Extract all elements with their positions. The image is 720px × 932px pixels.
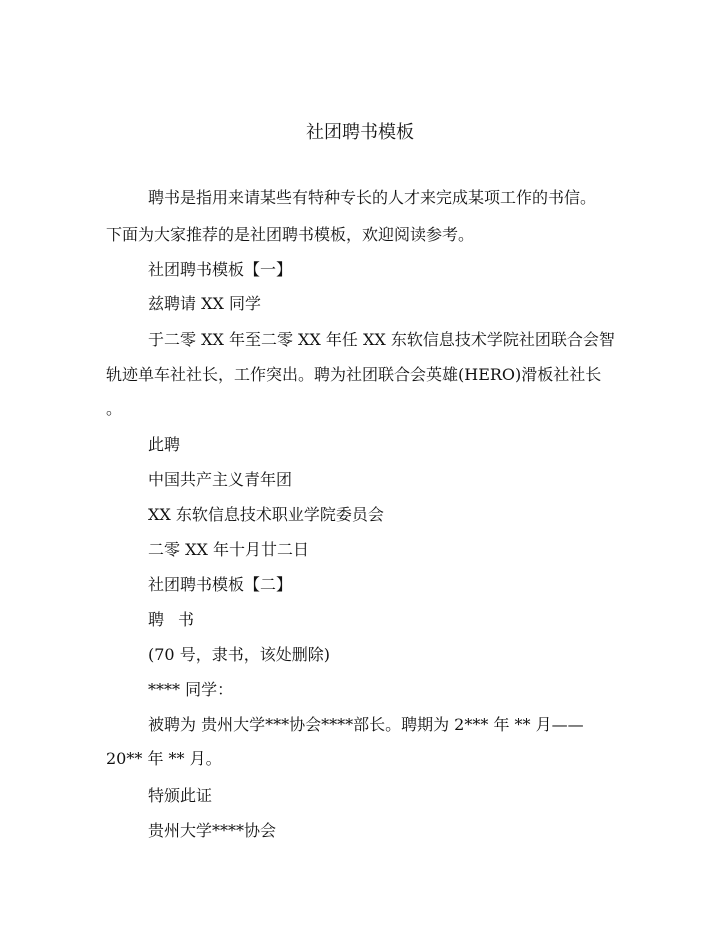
- template-1-org-line-1: 中国共产主义青年团: [148, 470, 293, 489]
- template-1-closing: 此聘: [148, 435, 181, 454]
- template-1-heading: 社团聘书模板【一】: [148, 260, 293, 279]
- template-2-closing: 特颁此证: [148, 786, 213, 805]
- template-1-date: 二零 XX 年十月廿二日: [148, 540, 309, 559]
- template-1-body-line-1: 于二零 XX 年至二零 XX 年任 XX 东软信息技术学院社团联合会智: [148, 330, 615, 349]
- document-title: 社团聘书模板: [306, 122, 414, 143]
- template-2-body-line-1: 被聘为 贵州大学***协会****部长。聘期为 2*** 年 ** 月——: [148, 715, 584, 734]
- template-2-body-line-2: 20** 年 ** 月。: [106, 749, 222, 768]
- template-1-body-line-2: 轨迹单车社社长，工作突出。聘为社团联合会英雄(HERO)滑板社社长: [106, 365, 602, 384]
- template-1-salutation: 兹聘请 XX 同学: [148, 294, 261, 313]
- template-1-body-line-3: 。: [106, 399, 123, 418]
- template-2-heading: 社团聘书模板【二】: [148, 575, 293, 594]
- template-2-title: 聘书: [148, 610, 209, 629]
- template-2-salutation: **** 同学：: [148, 680, 234, 699]
- template-1-org-line-2: XX 东软信息技术职业学院委员会: [148, 505, 384, 524]
- intro-paragraph-line-2: 下面为大家推荐的是社团聘书模板，欢迎阅读参考。: [106, 225, 475, 244]
- template-2-note: (70 号，隶书，该处删除): [148, 645, 330, 664]
- intro-paragraph-line-1: 聘书是指用来请某些有特种专长的人才来完成某项工作的书信。: [148, 188, 597, 207]
- template-2-signature: 贵州大学****协会: [148, 821, 277, 840]
